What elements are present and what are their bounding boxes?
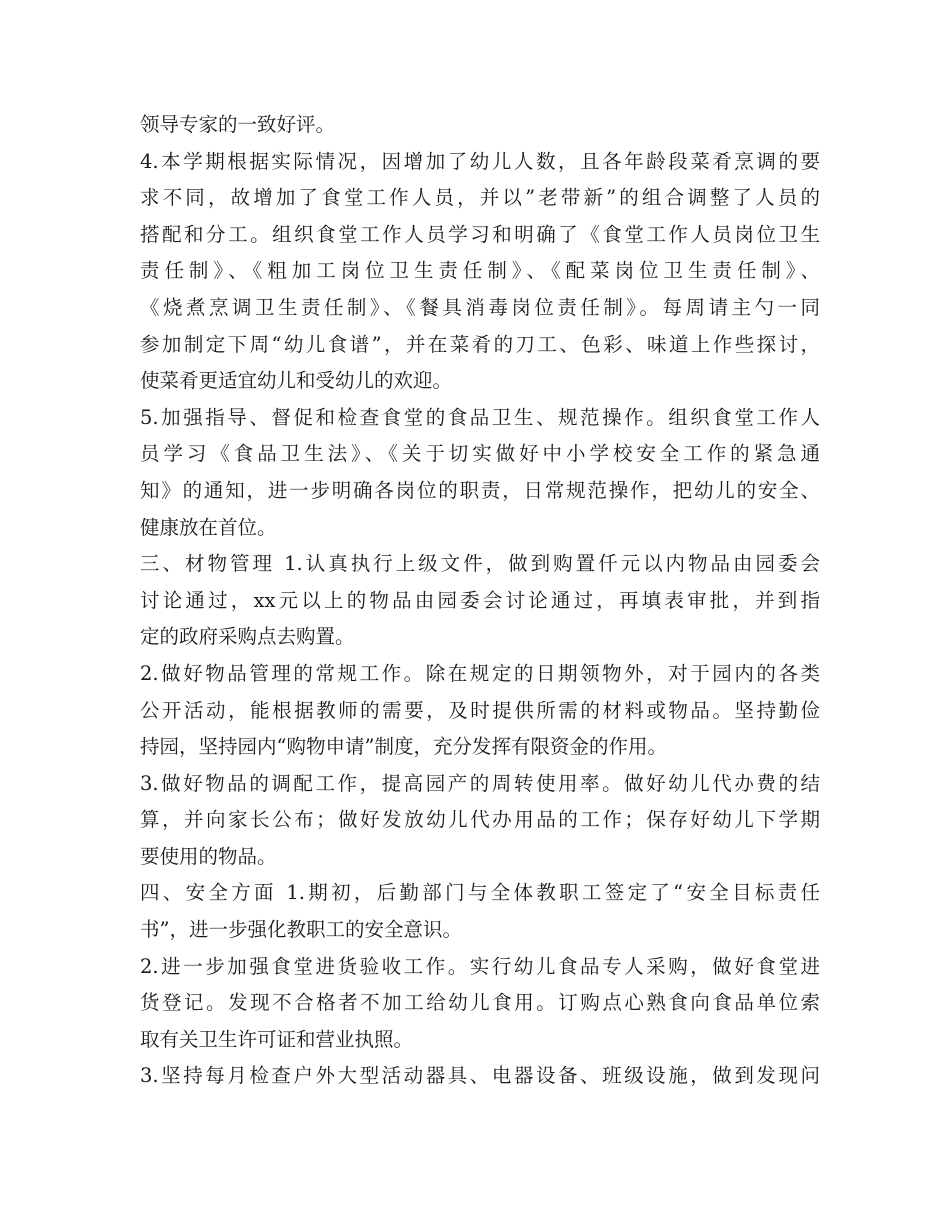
text-line: 《烧煮烹调卫生责任制》、《餐具消毒岗位责任制》。每周请主勺一同 [140, 295, 820, 319]
text-line: 2.做好物品管理的常规工作。除在规定的日期领物外，对于园内的各类 [140, 661, 820, 685]
text-line: 领导专家的一致好评。 [140, 113, 336, 136]
text-line: 搭配和分工。组织食堂工作人员学习和明确了《食堂工作人员岗位卫生 [140, 222, 820, 246]
text-line: 定的政府采购点去购置。 [140, 625, 355, 649]
text-line: 三、材物管理 1.认真执行上级文件，做到购置仟元以内物品由园委会 [140, 552, 820, 576]
text-line: 知》的通知，进一步明确各岗位的职责，日常规范操作，把幼儿的安全、 [140, 478, 820, 502]
text-line: 要使用的物品。 [140, 844, 277, 868]
text-line: 公开活动，能根据教师的需要，及时提供所需的材料或物品。坚持勤俭 [140, 698, 820, 722]
text-line: 2.进一步加强食堂进货验收工作。实行幼儿食品专人采购，做好食堂进 [140, 954, 820, 978]
text-line: 讨论通过，xx元以上的物品由园委会讨论通过，再填表审批，并到指 [140, 588, 820, 612]
text-line: 3.做好物品的调配工作，提高园产的周转使用率。做好幼儿代办费的结 [140, 771, 820, 795]
text-line: 5.加强指导、督促和检查食堂的食品卫生、规范操作。组织食堂工作人 [140, 405, 820, 429]
text-line: 书”，进一步强化教职工的安全意识。 [140, 918, 462, 942]
text-line: 货登记。发现不合格者不加工给幼儿食用。订购点心熟食向食品单位索 [140, 991, 820, 1015]
text-line: 3.坚持每月检查户外大型活动器具、电器设备、班级设施，做到发现问 [140, 1064, 820, 1088]
text-line: 持园，坚持园内“购物申请”制度，充分发挥有限资金的作用。 [140, 735, 667, 759]
text-line: 参加制定下周“幼儿食谱”，并在菜肴的刀工、色彩、味道上作些探讨， [140, 332, 820, 356]
document-body [140, 107, 820, 1095]
text-line: 使菜肴更适宜幼儿和受幼儿的欢迎。 [140, 369, 453, 393]
text-line: 取有关卫生许可证和营业执照。 [140, 1027, 414, 1051]
text-line: 算，并向家长公布；做好发放幼儿代办用品的工作；保存好幼儿下学期 [140, 808, 820, 832]
text-line: 4.本学期根据实际情况，因增加了幼儿人数，且各年龄段菜肴烹调的要 [140, 149, 820, 173]
text-line: 四、安全方面 1.期初，后勤部门与全体教职工签定了“安全目标责任 [140, 881, 820, 905]
text-line: 责任制》、《粗加工岗位卫生责任制》、《配菜岗位卫生责任制》、 [140, 259, 820, 283]
text-line: 求不同，故增加了食堂工作人员，并以”老带新”的组合调整了人员的 [140, 186, 820, 210]
text-line: 员学习《食品卫生法》、《关于切实做好中小学校安全工作的紧急通 [140, 442, 820, 466]
text-line: 健康放在首位。 [140, 515, 277, 539]
